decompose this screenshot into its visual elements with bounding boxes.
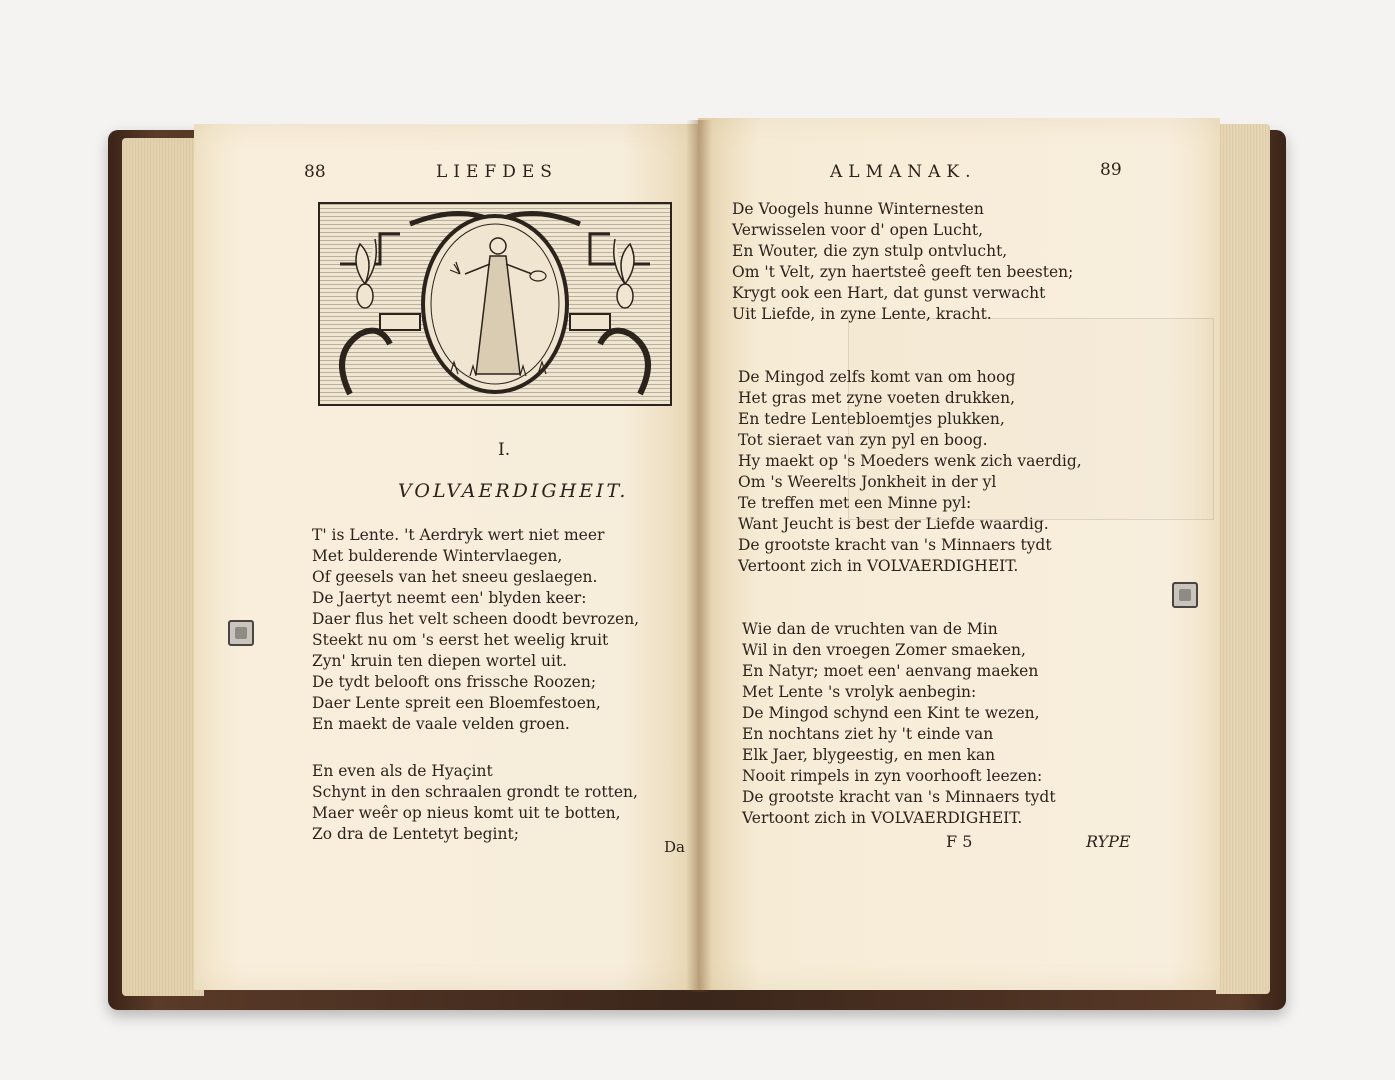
right-stanza1-line: En Wouter, die zyn stulp ontvlucht, (732, 242, 1008, 260)
right-running-head: ALMANAK. (830, 162, 977, 182)
left-stanza1-line: Zyn' kruin ten diepen wortel uit. (312, 652, 568, 670)
section-title: VOLVAERDIGHEIT. (398, 480, 629, 502)
section-numeral: I. (498, 440, 511, 460)
book-gutter (686, 120, 712, 992)
left-stanza2-line: Zo dra de Lentetyt begint; (312, 825, 519, 843)
left-stanza1-line: Met bulderende Wintervlaegen, (312, 547, 563, 565)
right-stanza2-line: En tedre Lentebloemtjes plukken, (738, 410, 1005, 428)
page-edges-left (122, 138, 204, 996)
left-running-head: LIEFDES (436, 162, 558, 182)
left-stanza1-line: Of geesels van het sneeu geslaegen. (312, 568, 598, 586)
left-stanza2-line: Schynt in den schraalen grondt te rotten, (312, 783, 638, 801)
left-stanza1-line: Steekt nu om 's eerst het weelig kruit (312, 631, 609, 649)
signature-mark: F 5 (946, 832, 973, 851)
right-stanza2-line: De grootste kracht van 's Minnaers tydt (738, 536, 1052, 554)
page-clip-left (228, 620, 254, 646)
right-stanza3-line: Vertoont zich in VOLVAERDIGHEIT. (742, 809, 1023, 827)
right-stanza3-line: En Natyr; moet een' aenvang maeken (742, 662, 1039, 680)
open-book (108, 118, 1286, 1020)
right-stanza2-line: Vertoont zich in VOLVAERDIGHEIT. (738, 557, 1019, 575)
right-stanza2-line: Te treffen met een Minne pyl: (738, 494, 972, 512)
right-stanza2-line: Om 's Weerelts Jonkheit in der yl (738, 473, 997, 491)
right-page-number: 89 (1100, 160, 1122, 180)
left-stanza2-line: En even als de Hyaçint (312, 762, 493, 780)
right-stanza3-line: En nochtans ziet hy 't einde van (742, 725, 994, 743)
left-stanza1-line: En maekt de vaale velden groen. (312, 715, 570, 733)
right-stanza2-line: Want Jeucht is best der Liefde waardig. (738, 515, 1049, 533)
left-page-number: 88 (304, 162, 326, 182)
right-stanza2-line: Tot sieraet van zyn pyl en boog. (738, 431, 988, 449)
left-stanza1-line: De Jaertyt neemt een' blyden keer: (312, 589, 587, 607)
page-clip-right (1172, 582, 1198, 608)
right-stanza3-line: De Mingod schynd een Kint te wezen, (742, 704, 1040, 722)
left-stanza1-line: Daer Lente spreit een Bloemfestoen, (312, 694, 601, 712)
right-stanza3-line: Wie dan de vruchten van de Min (742, 620, 998, 638)
right-catchword: RYPE (1086, 832, 1131, 851)
right-stanza1-line: Verwisselen voor d' open Lucht, (732, 221, 983, 239)
left-stanza1-line: De tydt belooft ons frissche Roozen; (312, 673, 597, 691)
left-stanza1-line: T' is Lente. 't Aerdryk wert niet meer (312, 526, 605, 544)
left-catchword: Da (664, 838, 685, 856)
right-stanza3-line: Elk Jaer, blygeestig, en men kan (742, 746, 996, 764)
left-stanza1-line: Daer flus het velt scheen doodt bevrozen, (312, 610, 640, 628)
right-stanza3-line: De grootste kracht van 's Minnaers tydt (742, 788, 1056, 806)
right-stanza2-line: De Mingod zelfs komt van om hoog (738, 368, 1016, 386)
right-stanza3-line: Wil in den vroegen Zomer smaeken, (742, 641, 1026, 659)
right-stanza2-line: Hy maekt op 's Moeders wenk zich vaerdig, (738, 452, 1082, 470)
right-stanza1-line: Uit Liefde, in zyne Lente, kracht. (732, 305, 992, 323)
right-stanza3-line: Met Lente 's vrolyk aenbegin: (742, 683, 977, 701)
engraved-vignette (318, 202, 672, 406)
right-stanza1-line: Krygt ook een Hart, dat gunst verwacht (732, 284, 1046, 302)
vignette-illustration (320, 204, 670, 404)
right-stanza2-line: Het gras met zyne voeten drukken, (738, 389, 1016, 407)
right-stanza1-line: Om 't Velt, zyn haertsteê geeft ten beesten; (732, 263, 1074, 281)
right-stanza3-line: Nooit rimpels in zyn voorhooft leezen: (742, 767, 1043, 785)
right-stanza1-line: De Voogels hunne Winternesten (732, 200, 984, 218)
page-edges-right (1216, 124, 1270, 994)
left-stanza2-line: Maer weêr op nieus komt uit te botten, (312, 804, 621, 822)
